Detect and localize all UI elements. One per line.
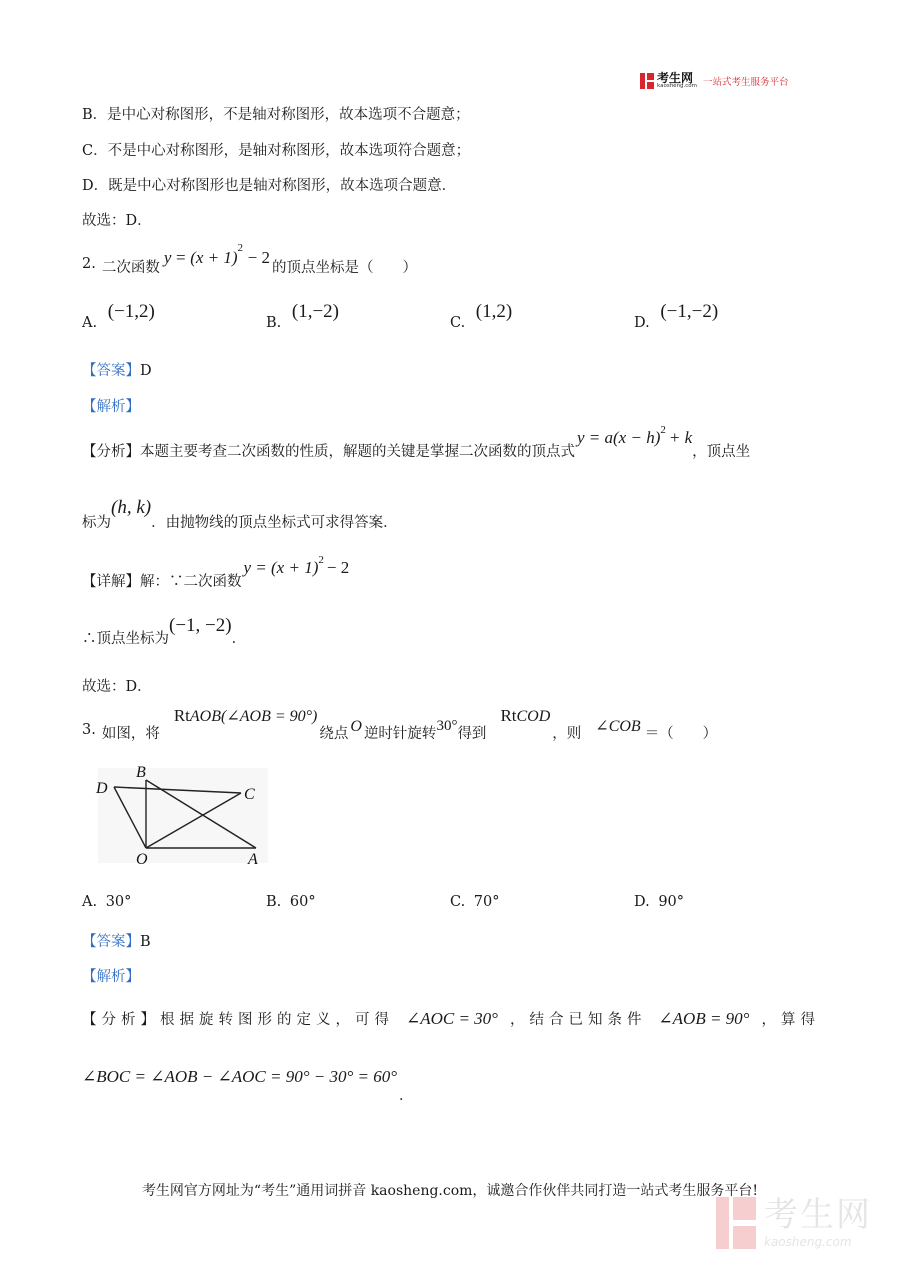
- q2-option-d: [634, 301, 719, 331]
- option-value: (−1,−2): [660, 301, 719, 322]
- option-label: C.: [450, 315, 466, 331]
- q3-option-d: [634, 894, 684, 910]
- option-value: (1,−2): [291, 301, 339, 322]
- analysis-boc-calc: ∠BOC = ∠AOB − ∠AOC = 90° − 30° = 60°: [82, 1067, 398, 1086]
- label-d: D: [96, 780, 108, 797]
- q3-analysis-line2: [82, 1066, 414, 1104]
- q2-option-c: [450, 301, 513, 331]
- q2-detail: [82, 554, 350, 591]
- label-a: A: [248, 851, 258, 868]
- option-label: A.: [82, 315, 98, 331]
- option-label: B.: [266, 894, 282, 910]
- q2-analysis-line2: [82, 497, 398, 532]
- q3-analysis-tag: 【解析】: [82, 969, 140, 985]
- q3-option-a: [82, 894, 131, 910]
- option-value: 90°: [658, 894, 685, 910]
- q3-stem-5: ，则: [552, 726, 582, 742]
- logo-icon: [640, 73, 654, 89]
- analysis-formula: y = a(x − h): [577, 428, 661, 447]
- q3-option-b: [266, 894, 316, 910]
- q2-formula-y: y: [163, 248, 172, 267]
- q3-analysis-line1: [82, 1008, 820, 1029]
- q3-triangle-2: [500, 706, 550, 726]
- watermark-name: 考生网: [764, 1195, 872, 1235]
- analysis-line2-prefix: 标为: [82, 515, 111, 531]
- option-label: C.: [450, 894, 466, 910]
- analysis-angle-aoc: ∠AOC = 30°: [405, 1008, 498, 1028]
- watermark-url: kaosheng.com: [764, 1235, 852, 1249]
- q1-option-d-explanation: D．既是中心对称图形也是轴对称图形，故本选项合题意．: [82, 178, 457, 194]
- analysis-text: 【分析】本题主要考查二次函数的性质，解题的关键是掌握二次函数的顶点式: [82, 444, 575, 460]
- q2-stem: [82, 242, 417, 277]
- q2-option-a: [82, 301, 155, 331]
- q3-stem-4: 得到: [457, 726, 487, 742]
- q3-stem-2: 绕点: [319, 726, 349, 742]
- therefore-text: ∴顶点坐标为: [82, 631, 169, 647]
- q3-stem-1: 如图，将: [101, 726, 160, 742]
- analysis-mid: ，结合已知条件: [509, 1012, 647, 1028]
- q2-formula-sup: 2: [237, 242, 244, 255]
- q2-choose: 故选：D．: [82, 679, 152, 695]
- analysis-angle-aob: ∠AOB = 90°: [658, 1008, 750, 1028]
- option-value: (−1,2): [107, 301, 155, 322]
- detail-text: 【详解】解：∵二次函数: [82, 574, 242, 590]
- q3-answer: [82, 930, 151, 951]
- analysis-period: ．: [399, 1088, 414, 1104]
- option-value: (1,2): [475, 301, 513, 322]
- q2-formula-rest: − 2: [247, 248, 270, 267]
- q2-formula-paren: (x + 1): [190, 248, 238, 267]
- analysis-line2-formula: (h, k): [111, 497, 152, 518]
- rt-label: Rt: [500, 706, 517, 725]
- detail-formula-sup: 2: [318, 554, 324, 566]
- option-label: A.: [82, 894, 98, 910]
- q2-analysis-line1: [82, 424, 751, 461]
- watermark-logo: [716, 1197, 872, 1249]
- q2-number: 2.: [82, 256, 96, 272]
- logo-url: kaosheng.com: [657, 83, 698, 89]
- q3-stem: [82, 706, 717, 743]
- point-o: O: [350, 718, 362, 735]
- label-o: O: [136, 851, 148, 868]
- q3-geometry-figure: [94, 760, 274, 870]
- q3-stem-6: ＝（ ）: [644, 726, 718, 742]
- analysis-formula-sup: 2: [660, 424, 666, 436]
- answer-tag: 【答案】: [82, 934, 140, 950]
- label-c: C: [244, 786, 255, 803]
- analysis-formula-rest: + k: [668, 428, 693, 447]
- q2-formula-eq: =: [176, 248, 186, 267]
- therefore-suffix: ．: [231, 631, 247, 647]
- answer-tag: 【答案】: [82, 363, 140, 379]
- analysis-suffix: ，顶点坐: [692, 444, 751, 460]
- q2-analysis-tag: 【解析】: [82, 399, 140, 415]
- q1-option-b-explanation: B．是中心对称图形，不是轴对称图形，故本选项不合题意；: [82, 107, 470, 123]
- q2-answer: [82, 359, 152, 380]
- q3-option-c: [450, 894, 500, 910]
- analysis-line2-suffix: ．由抛物线的顶点坐标式可求得答案．: [151, 515, 398, 531]
- page-footer: 考生网官方网址为“考生”通用词拼音 kaosheng.com，诚邀合作伙伴共同打造一站式考生服务平台!: [141, 1183, 759, 1199]
- rt-label: Rt: [173, 706, 190, 725]
- answer-value: B: [140, 934, 151, 950]
- triangle-cod: COD: [516, 708, 551, 725]
- q2-stem-prefix: 二次函数: [101, 260, 160, 276]
- triangle-aob: AOB(∠AOB = 90°): [189, 708, 318, 725]
- header-logo: [640, 72, 789, 90]
- figure-background: [98, 768, 268, 863]
- therefore-value: (−1, −2): [169, 615, 232, 636]
- option-value: 60°: [289, 894, 316, 910]
- q1-option-c-explanation: C．不是中心对称图形，是轴对称图形，故本选项符合题意；: [82, 143, 471, 159]
- q3-triangle-1: [174, 706, 318, 726]
- analysis-text: 【分析】根据旋转图形的定义，可得: [82, 1012, 394, 1028]
- watermark-icon: [716, 1197, 756, 1249]
- answer-value: D: [140, 363, 152, 379]
- analysis-end: ，算得: [761, 1012, 820, 1028]
- option-label: B.: [266, 315, 282, 331]
- detail-formula: y = (x + 1): [243, 558, 319, 577]
- q3-number: 3.: [82, 722, 96, 738]
- logo-name: 考生网: [657, 71, 694, 85]
- q1-choose: 故选：D．: [82, 213, 152, 229]
- option-label: D.: [634, 894, 650, 910]
- label-b: B: [136, 764, 146, 781]
- option-value: 30°: [105, 894, 132, 910]
- q2-formula: [163, 242, 270, 268]
- logo-slogan: 一站式考生服务平台: [703, 76, 789, 88]
- detail-formula-rest: − 2: [326, 558, 350, 577]
- q2-stem-suffix: 的顶点坐标是（ ）: [272, 260, 417, 276]
- option-value: 70°: [473, 894, 500, 910]
- angle-30: 30°: [436, 718, 458, 734]
- q2-option-b: [266, 301, 339, 331]
- option-label: D.: [634, 315, 650, 331]
- q2-therefore: [82, 615, 246, 648]
- angle-cob: ∠COB: [595, 718, 641, 735]
- q3-stem-3: 逆时针旋转: [363, 726, 437, 742]
